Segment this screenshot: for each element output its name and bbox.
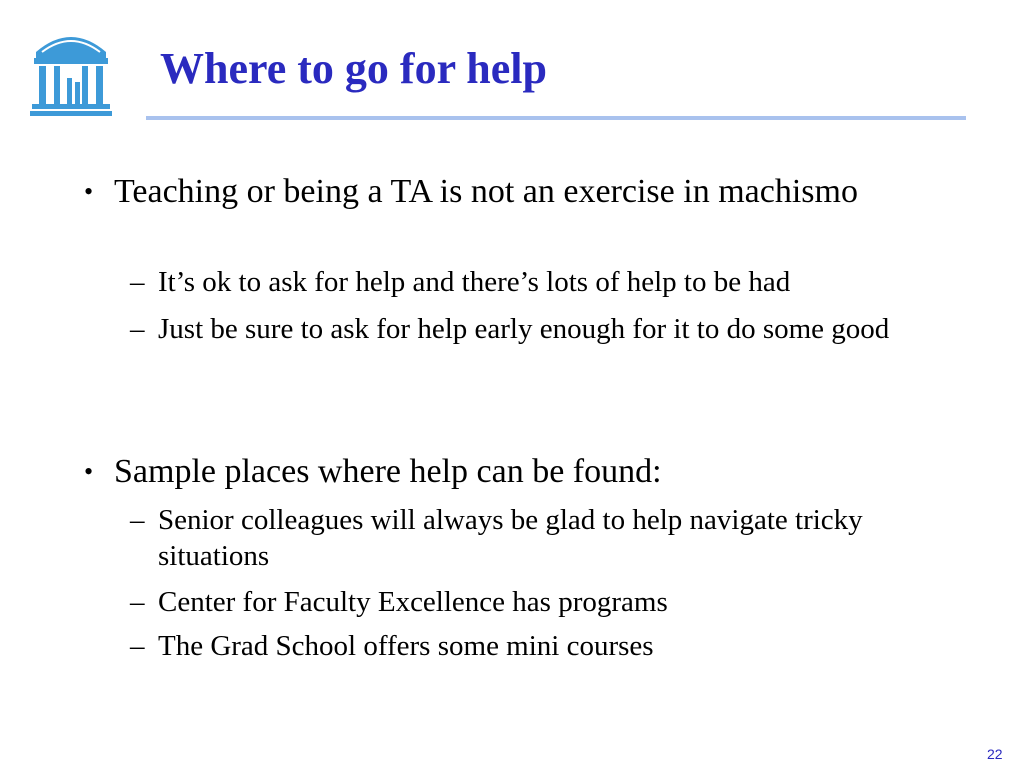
sub-bullet-text: It’s ok to ask for help and there’s lots of help to be had: [158, 266, 791, 298]
bullet-item: [84, 449, 914, 494]
sub-bullet-text: Center for Faculty Excellence has programs: [158, 586, 668, 618]
sub-bullet-text: The Grad School offers some mini courses: [158, 630, 654, 662]
old-well-logo-icon: [30, 22, 112, 118]
bullet-dot: •: [84, 457, 94, 486]
sub-bullet-dash: –: [130, 504, 145, 536]
bullet-item: [84, 169, 914, 214]
page-number: 22: [987, 746, 1003, 762]
sub-bullet-item: [130, 584, 958, 620]
sub-bullet-item: [130, 502, 958, 574]
sub-bullet-item: [130, 264, 958, 300]
sub-bullet-dash: –: [130, 630, 145, 662]
sub-bullet-item: [130, 311, 958, 347]
sub-bullet-text: Just be sure to ask for help early enough for it to do some good: [158, 313, 890, 345]
title-divider: [146, 116, 966, 120]
sub-bullet-dash: –: [130, 586, 145, 618]
sub-bullet-dash: –: [130, 313, 145, 345]
sub-bullet-item: [130, 628, 958, 664]
bullet-text: Sample places where help can be found:: [114, 453, 662, 490]
bullet-dot: •: [84, 177, 94, 206]
bullet-text: Teaching or being a TA is not an exercise in machismo: [114, 173, 858, 210]
sub-bullet-text: Senior colleagues will always be glad to help navigate tricky situations: [158, 504, 863, 572]
sub-bullet-dash: –: [130, 266, 145, 298]
slide-title: Where to go for help: [160, 44, 547, 93]
